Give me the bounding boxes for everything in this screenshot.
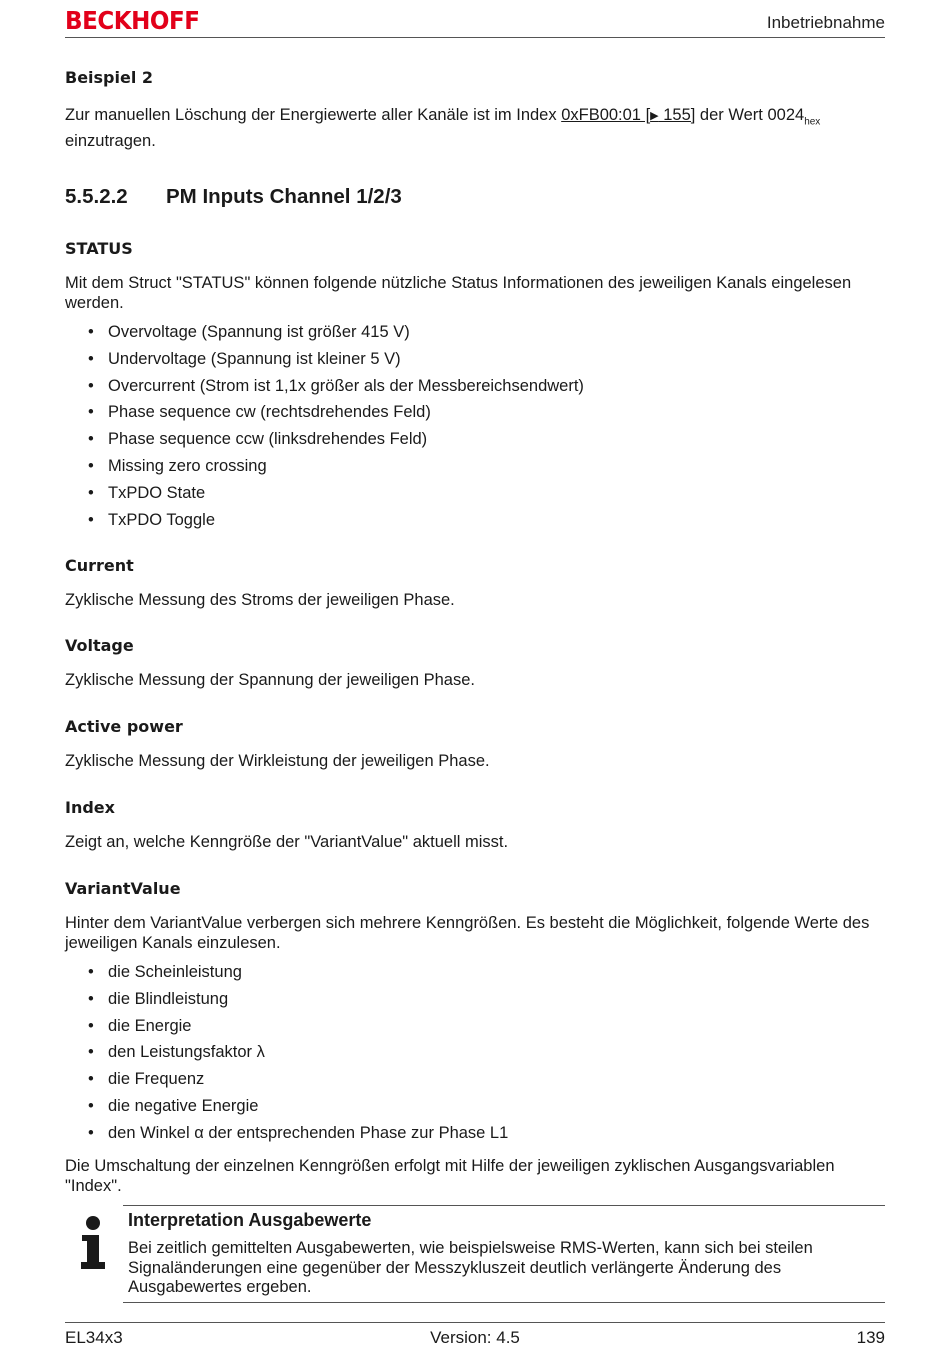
index-heading: Index — [65, 798, 115, 817]
variant-text: Hinter dem VariantValue verbergen sich mehrere Kenngrößen. Es besteht die Möglichkeit, folgende Werte des jeweiligen Kanals einzulesen. — [65, 914, 870, 952]
variant-list — [88, 962, 508, 1150]
link-label: 0xFB00:01 [ — [561, 106, 651, 124]
info-icon — [78, 1214, 108, 1274]
note-title: Interpretation Ausgabewerte — [128, 1210, 372, 1230]
footer-divider — [65, 1322, 885, 1323]
list-item: • TxPDO State — [88, 483, 584, 510]
header-section-title: Inbetriebnahme — [766, 13, 885, 32]
section-number: 5.5.2.2 — [65, 185, 128, 208]
list-item: • den Winkel α der entsprechenden Phase zur Phase L1 — [88, 1123, 508, 1150]
example-text-after: einzutragen. — [65, 131, 156, 150]
page-arrow-icon: ▶ — [650, 110, 659, 122]
example-heading: Beispiel 2 — [65, 68, 154, 87]
note-top-divider — [123, 1205, 885, 1206]
section-title: PM Inputs Channel 1/2/3 — [166, 185, 402, 208]
voltage-text: Zyklische Messung der Spannung der jeweiligen Phase. — [65, 671, 475, 689]
index-text: Zeigt an, welche Kenngröße der "VariantValue" aktuell misst. — [65, 833, 509, 851]
variant-footer-text: Die Umschaltung der einzelnen Kenngrößen erfolgt mit Hilfe der jeweiligen zyklischen Ausgangsvariablen "Index". — [65, 1157, 835, 1195]
active-power-heading: Active power — [65, 717, 183, 736]
list-item: • Undervoltage (Spannung ist kleiner 5 V) — [88, 349, 584, 376]
link-page: 155] — [658, 106, 696, 124]
list-item: • Phase sequence ccw (linksdrehendes Feld) — [88, 429, 584, 456]
list-item: • TxPDO Toggle — [88, 510, 584, 537]
hex-subscript: hex — [804, 116, 821, 128]
list-item: • die negative Energie — [88, 1096, 508, 1123]
index-reference-link[interactable] — [561, 106, 695, 124]
active-power-text: Zyklische Messung der Wirkleistung der jeweiligen Phase. — [65, 752, 490, 770]
list-item: • den Leistungsfaktor λ — [88, 1042, 508, 1069]
current-text: Zyklische Messung des Stroms der jeweiligen Phase. — [65, 591, 455, 609]
brand-logo: BECKHOFF — [65, 6, 200, 35]
list-item: • die Energie — [88, 1016, 508, 1043]
page-number: 139 — [856, 1328, 885, 1347]
header-divider — [65, 37, 885, 38]
list-item: • Overvoltage (Spannung ist größer 415 V) — [88, 322, 584, 349]
list-item: • Overcurrent (Strom ist 1,1x größer als der Messbereichsendwert) — [88, 376, 584, 403]
footer-product: EL34x3 — [65, 1328, 123, 1347]
example-text-before: Zur manuellen Löschung der Energiewerte aller Kanäle ist im Index — [65, 106, 562, 124]
list-item: • die Scheinleistung — [88, 962, 508, 989]
note-text: Bei zeitlich gemittelten Ausgabewerten, wie beispielsweise RMS-Werten, kann sich bei steilen Signaländerungen eine gegenüber der Messzykluszeit deutlich verlängerte Änderung des Ausgabewertes ergeben. — [128, 1239, 813, 1296]
list-item: • die Blindleistung — [88, 989, 508, 1016]
list-item: • die Frequenz — [88, 1069, 508, 1096]
note-bottom-divider — [123, 1302, 885, 1303]
variant-heading: VariantValue — [65, 879, 181, 898]
status-heading: STATUS — [65, 239, 133, 258]
example-paragraph — [65, 106, 885, 151]
example-text-middle: der Wert 0024 — [695, 106, 805, 124]
list-item: • Missing zero crossing — [88, 456, 584, 483]
list-item: • Phase sequence cw (rechtsdrehendes Feld) — [88, 402, 584, 429]
current-heading: Current — [65, 556, 134, 575]
status-list — [88, 322, 584, 536]
voltage-heading: Voltage — [65, 636, 134, 655]
status-text: Mit dem Struct "STATUS" können folgende nützliche Status Informationen des jeweiligen Kanals eingelesen werden. — [65, 274, 852, 312]
footer-version: Version: 4.5 — [430, 1328, 520, 1347]
section-heading — [65, 185, 402, 209]
